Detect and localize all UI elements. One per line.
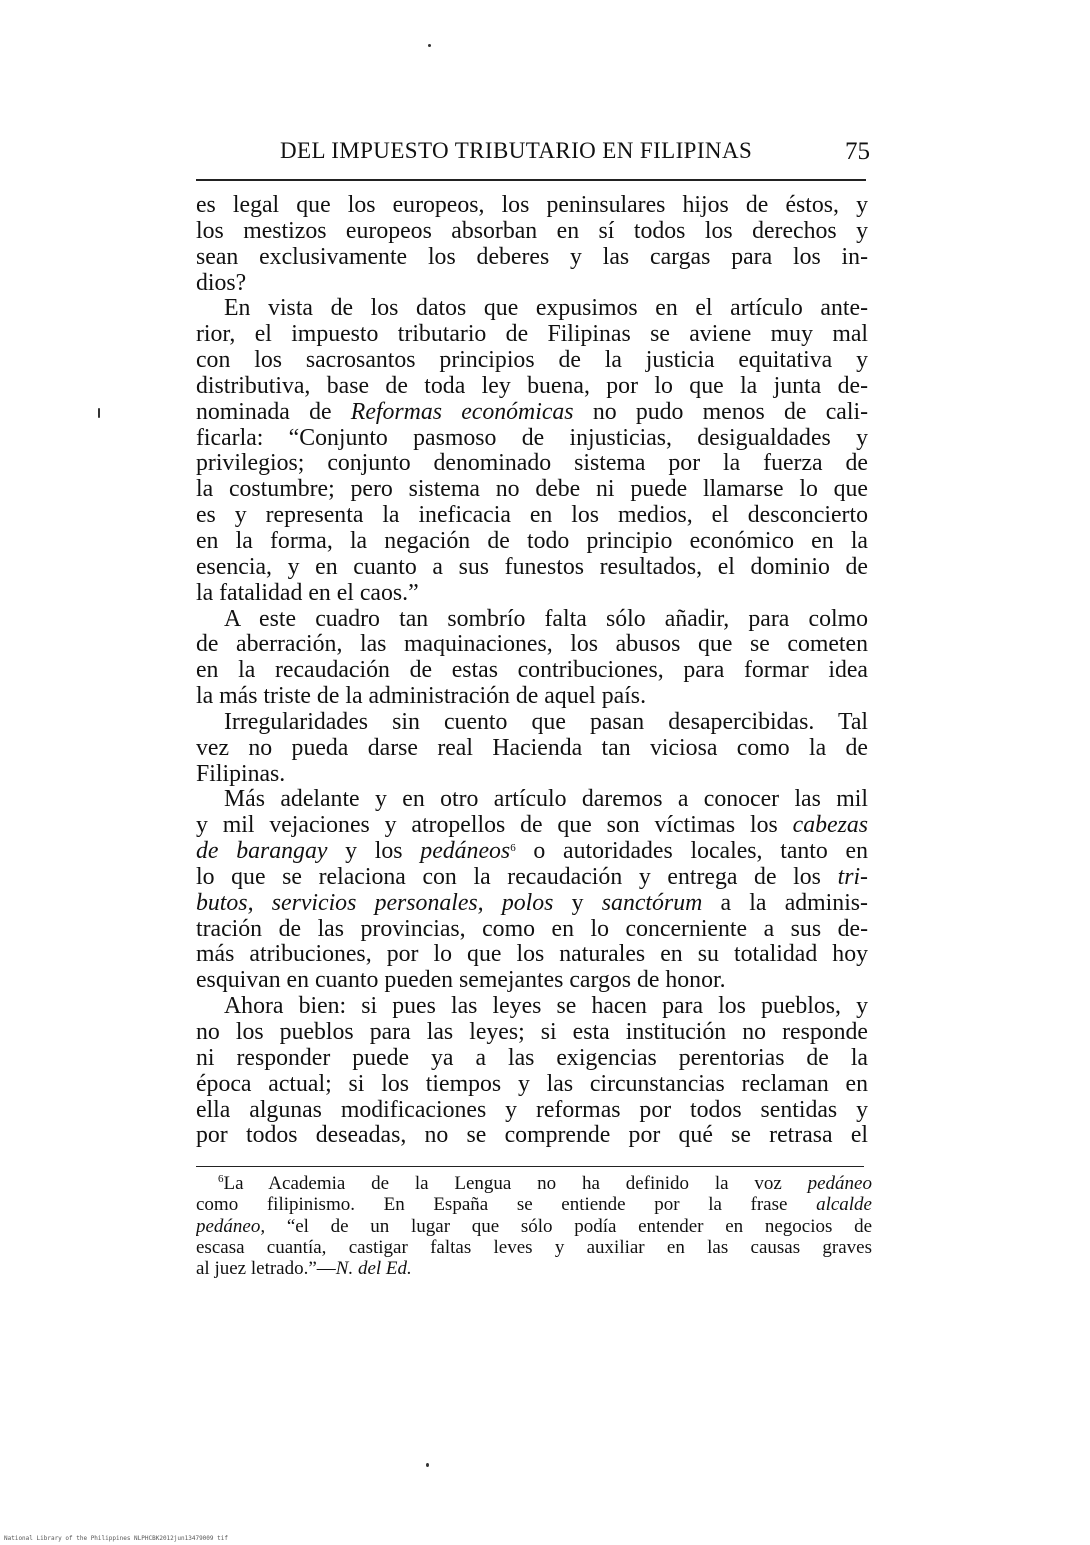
italic-term: de barangay	[196, 839, 328, 865]
text-line: no los pueblos para las leyes; si esta institución no responde	[196, 1020, 868, 1045]
footnote-line	[196, 1194, 872, 1215]
italic-term: N. del Ed.	[335, 1258, 412, 1280]
text-line: los mestizos europeos absorban en sí todos los derechos y	[196, 218, 868, 244]
footnote-number: 6	[218, 1173, 224, 1185]
text-line: vez no pueda darse real Hacienda tan viciosa como la de	[196, 735, 868, 761]
footnote-rule	[196, 1166, 864, 1167]
footnote-marker[interactable]: 6	[510, 842, 516, 855]
italic-term: Reformas económicas	[350, 399, 574, 425]
footnote-line	[196, 1258, 872, 1279]
text-line: en la forma, la negación de todo principio económico en la	[196, 528, 868, 554]
italic-term: butos, servicios personales, polos	[196, 890, 554, 916]
page-number: 75	[845, 138, 870, 165]
text-line	[196, 891, 868, 917]
italic-term: alcalde	[816, 1194, 872, 1216]
italic-term: pedáneo	[807, 1173, 872, 1194]
scan-speck	[98, 408, 100, 418]
text-run: no pudo menos de cali-	[573, 399, 868, 425]
italic-term: pedáneo,	[196, 1215, 266, 1237]
scan-footer: National Library of the Philippines NLPHCBK2012jun13479009 tif	[4, 1535, 228, 1542]
text-line: en la recaudación de estas contribuciones, para formar idea	[196, 658, 868, 684]
page-header	[196, 138, 872, 174]
text-line: la fatalidad en el caos.”	[196, 580, 419, 606]
text-run: y mil vejaciones y atropellos de que son víctimas los	[196, 813, 793, 839]
text-line: ni responder puede ya a las exigencias perentorias de la	[196, 1045, 868, 1071]
text-line	[196, 400, 868, 426]
body-text	[196, 193, 868, 1149]
text-line: de aberración, las maquinaciones, los abusos que se cometen	[196, 632, 868, 658]
text-line: tración de las provincias, como en lo concerniente a sus de-	[196, 916, 868, 942]
footnote-line: escasa cuantía, castigar faltas leves y auxiliar en las causas graves	[196, 1236, 872, 1258]
text-line: ella algunas modificaciones y reformas por todos sentidas y	[196, 1097, 868, 1123]
header-rule	[196, 179, 866, 181]
text-run: “el de un lugar que sólo podía entender en negocios de	[265, 1215, 872, 1237]
text-line: privilegios; conjunto denominado sistema por la fuerza de	[196, 451, 868, 477]
text-run: como filipinismo. En España se entiende por la frase	[196, 1194, 817, 1216]
text-line: Filipinas.	[196, 761, 286, 787]
footnote-line	[196, 1216, 872, 1237]
text-line: esencia, y en cuanto a sus funestos resultados, el dominio de	[196, 554, 868, 580]
scan-speck	[426, 1463, 429, 1467]
italic-term: tri-	[837, 864, 868, 890]
text-run: a la adminis-	[702, 890, 868, 916]
italic-term: cabezas	[792, 813, 868, 839]
text-line: la más triste de la administración de aquel país.	[196, 684, 647, 710]
text-line: distributiva, base de toda ley buena, por lo que la junta de-	[196, 373, 868, 399]
text-run: nominada de	[196, 399, 351, 425]
text-line: Irregularidades sin cuento que pasan desapercibidas. Tal	[224, 709, 868, 735]
text-line: ficarla: “Conjunto pasmoso de injusticias, desigualdades y	[196, 425, 868, 451]
text-line	[196, 839, 868, 865]
text-line: En vista de los datos que expusimos en el artículo ante-	[224, 296, 868, 322]
running-head: DEL IMPUESTO TRIBUTARIO EN FILIPINAS	[280, 138, 753, 163]
text-run: La Academia de la Lengua no ha definido la voz	[223, 1173, 808, 1194]
footnote	[196, 1173, 872, 1279]
text-line	[196, 813, 868, 839]
text-line: rior, el impuesto tributario de Filipinas se aviene muy mal	[196, 322, 868, 348]
italic-term: pedáneos	[420, 839, 511, 865]
text-line: por todos deseadas, no se comprende por qué se retrasa el	[196, 1123, 868, 1149]
text-run: o autoridades locales, tanto en	[515, 839, 868, 865]
text-run: al juez letrado.”—	[196, 1258, 336, 1280]
text-line: Más adelante y en otro artículo daremos a conocer las mil	[224, 787, 868, 813]
scan-speck	[428, 44, 431, 47]
text-line: sean exclusivamente los deberes y las cargas para los in-	[196, 244, 868, 270]
text-line: es y representa la ineficacia en los medios, el desconcierto	[196, 503, 868, 529]
text-line: Ahora bien: si pues las leyes se hacen para los pueblos, y	[224, 994, 868, 1020]
text-line: A este cuadro tan sombrío falta sólo añadir, para colmo	[224, 606, 868, 632]
text-run: y los	[327, 839, 421, 865]
text-line	[196, 865, 868, 891]
text-line: es legal que los europeos, los peninsulares hijos de éstos, y	[196, 193, 868, 218]
text-line: época actual; si los tiempos y las circunstancias reclaman en	[196, 1071, 868, 1097]
italic-term: sanctórum	[601, 890, 703, 916]
text-line: esquivan en cuanto pueden semejantes cargos de honor.	[196, 968, 726, 994]
text-line: con los sacrosantos principios de la justicia equitativa y	[196, 348, 868, 374]
text-run: lo que se relaciona con la recaudación y entrega de los	[196, 864, 838, 890]
text-line: la costumbre; pero sistema no debe ni puede llamarse lo que	[196, 477, 868, 503]
text-line: dios?	[196, 270, 247, 296]
footnote-line	[196, 1173, 872, 1194]
text-run: y	[553, 890, 602, 916]
text-line: más atribuciones, por lo que los naturales en su totalidad hoy	[196, 942, 868, 968]
